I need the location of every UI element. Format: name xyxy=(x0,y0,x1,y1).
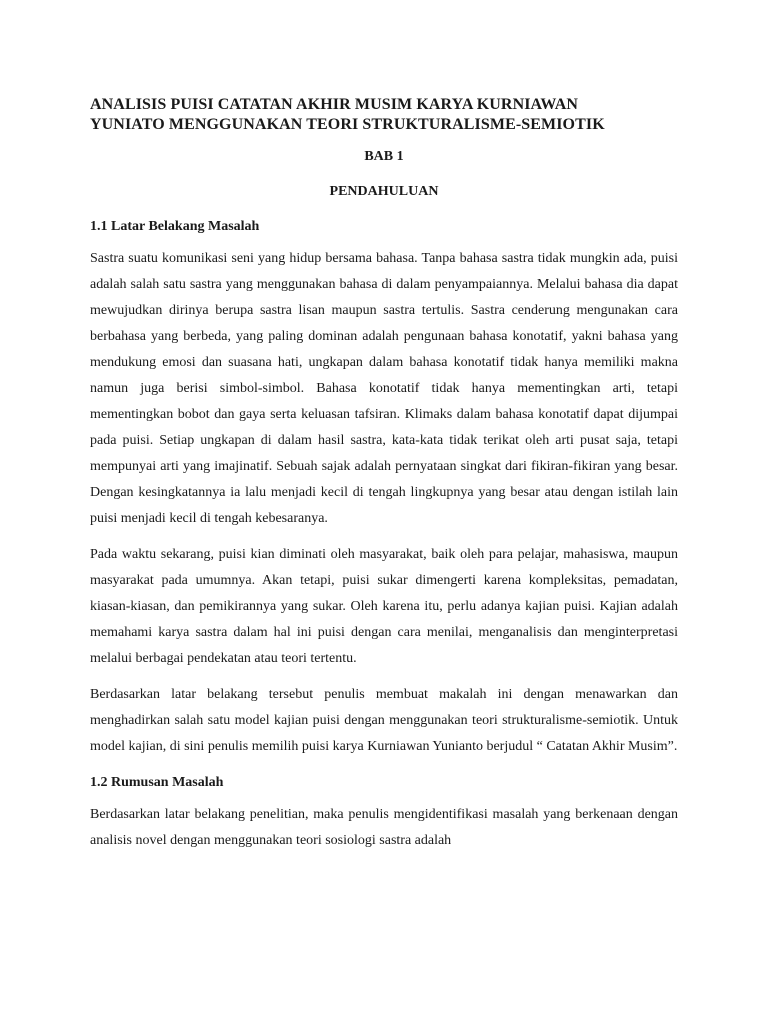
section-heading-rumusan-masalah: 1.2 Rumusan Masalah xyxy=(90,775,224,790)
document-title-line-2: YUNIATO MENGGUNAKAN TEORI STRUKTURALISME-SEMIOTIK xyxy=(90,116,605,133)
paragraph: Berdasarkan latar belakang tersebut penulis membuat makalah ini dengan menawarkan dan menghadirkan salah satu model kajian puisi dengan menggunakan teori strukturalisme-semiotik. Untuk model kajian, di sini penulis memilih puisi karya Kurniawan Yunianto berjudul “ Catatan Akhir Musim”. xyxy=(90,687,678,754)
paragraph: Sastra suatu komunikasi seni yang hidup bersama bahasa. Tanpa bahasa sastra tidak mungkin ada, puisi adalah salah satu sastra yang menggunakan bahasa di dalam penyampaiannya. Melalui bahasa dia dapat mewujudkan dirinya berupa sastra lisan maupun sastra tertulis. Sastra cenderung mengunakan cara berbahasa yang berbeda, yang paling dominan adalah pengunaan bahasa konotatif, yakni bahasa yang mendukung emosi dan suasana hati, ungkapan dalam bahasa konotatif tidak hanya memiliki makna namun juga berisi simbol-simbol. Bahasa konotatif tidak hanya mementingkan arti, tetapi mementingkan bobot dan gaya serta keluasan tafsiran. Klimaks dalam bahasa konotatif dapat dijumpai pada puisi. Setiap ungkapan di dalam hasil sastra, kata-kata tidak terikat oleh arti pusat saja, tetapi mempunyai arti yang imajinatif. Sebuah sajak adalah pernyataan singkat dari fikiran-fikiran yang besar. Dengan kesingkatannya ia lalu menjadi kecil di tengah lingkupnya yang besar atau dengan istilah lain puisi menjadi kecil di tengah kebesaranya. xyxy=(90,251,678,526)
section-heading-latar-belakang: 1.1 Latar Belakang Masalah xyxy=(90,219,260,234)
chapter-number: BAB 1 xyxy=(364,149,404,164)
document-title xyxy=(90,95,678,135)
document-body xyxy=(90,95,678,854)
paragraph: Berdasarkan latar belakang penelitian, maka penulis mengidentifikasi masalah yang berkenaan dengan analisis novel dengan menggunakan teori sosiologi sastra adalah xyxy=(90,807,678,848)
chapter-title: PENDAHULUAN xyxy=(329,184,439,199)
document-title-line-1: ANALISIS PUISI CATATAN AKHIR MUSIM KARYA KURNIAWAN xyxy=(90,96,579,113)
paragraph: Pada waktu sekarang, puisi kian diminati oleh masyarakat, baik oleh para pelajar, mahasiswa, maupun masyarakat pada umumnya. Akan tetapi, puisi sukar dimengerti karena kompleksitas, pemadatan, kiasan-kiasan, dan pemikirannya yang sukar. Oleh karena itu, perlu adanya kajian puisi. Kajian adalah memahami karya sastra dalam hal ini puisi dengan cara menilai, menganalisis dan menginterpretasi melalui berbagai pendekatan atau teori tertentu. xyxy=(90,547,678,666)
